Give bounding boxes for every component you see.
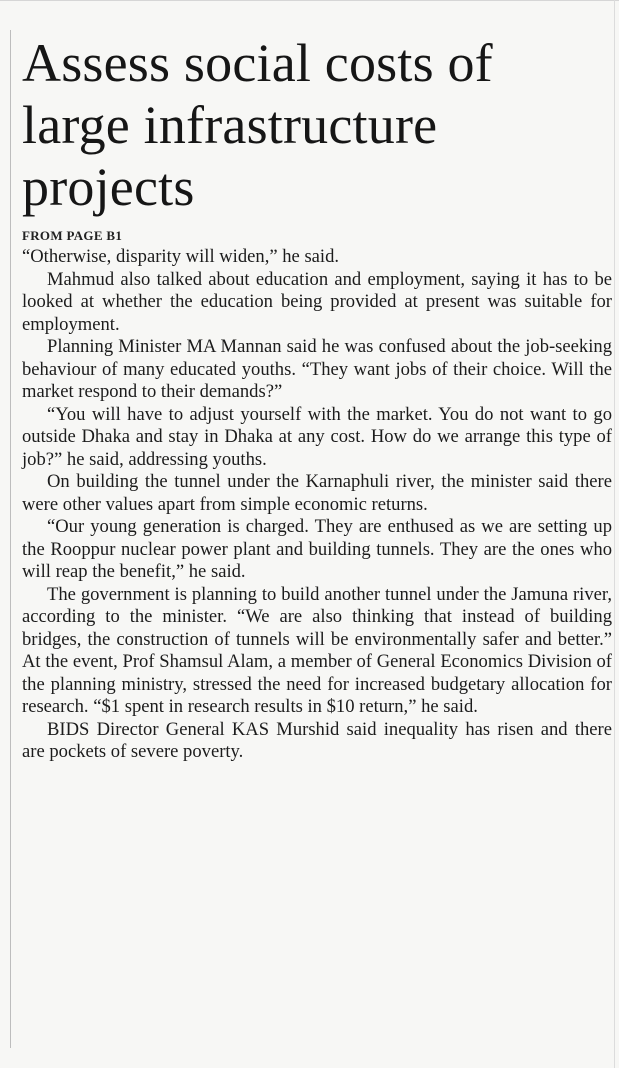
headline: Assess social costs of large infrastructure projects bbox=[22, 33, 493, 217]
article-body bbox=[22, 246, 612, 764]
paragraph-6: “Our young generation is charged. They are enthused as we are setting up the Rooppur nuclear power plant and building tunnels. They are the ones who will reap the benefit,” he said. bbox=[22, 516, 612, 582]
paragraph-3: Planning Minister MA Mannan said he was confused about the job-seeking behaviour of many educated youths. “They want jobs of their choice. Will the market respond to their demands?” bbox=[22, 336, 612, 402]
continuation-kicker: FROM PAGE B1 bbox=[22, 228, 123, 243]
top-rule bbox=[0, 0, 619, 1]
paragraph-4: “You will have to adjust yourself with the market. You do not want to go outside Dhaka and stay in Dhaka at any cost. How do we arrange this type of job?” he said, addressing youths. bbox=[22, 403, 612, 470]
paragraph-2: Mahmud also talked about education and employment, saying it has to be looked at whether the education being provided at present was suitable for employment. bbox=[22, 268, 612, 335]
paragraph-7: The government is planning to build another tunnel under the Jamuna river, according to the minister. “We are also thinking that instead of building bridges, the construction of tunnels will be environmentally safer and better.” At the event, Prof Shamsul Alam, a member of General Economics Division of the planning ministry, stressed the need for increased budgetary allocation for research. “$1 spent in research results in $10 return,” he said. bbox=[22, 583, 612, 717]
paragraph-1: “Otherwise, disparity will widen,” he said. bbox=[22, 246, 340, 267]
column-rule-right bbox=[614, 0, 615, 1068]
paragraph-8: BIDS Director General KAS Murshid said inequality has risen and there are pockets of severe poverty. bbox=[22, 718, 612, 762]
paragraph-5: On building the tunnel under the Karnaphuli river, the minister said there were other values apart from simple economic returns. bbox=[22, 471, 612, 515]
article-column bbox=[22, 32, 612, 764]
column-rule-left bbox=[10, 30, 11, 1048]
